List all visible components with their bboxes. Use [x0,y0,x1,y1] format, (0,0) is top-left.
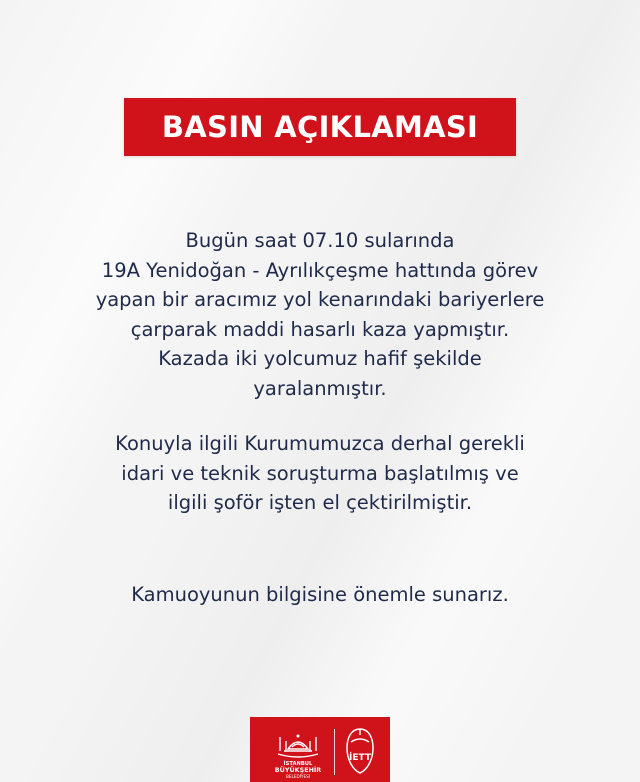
text-line: Kazada iki yolcumuz hafif şekilde [158,347,482,370]
iett-logo-icon [343,726,377,776]
text-line: Konuyla ilgili Kurumumuzca derhal gerekli [115,432,525,455]
text-line: ilgili şoför işten el çektirilmiştir. [167,491,473,514]
title-banner [124,98,516,156]
text-line: Kamuoyunun bilgisine önemle sunarız. [131,583,509,606]
iett-logo-text: İETT [349,753,371,763]
text-line: Bugün saat 07.10 sularında [185,229,455,252]
paragraph-closing [20,580,620,610]
ibb-logo-line-2: BÜYÜKŞEHİR [274,766,322,774]
page-title: BASIN AÇIKLAMASI [161,110,479,144]
footer-logos [250,717,390,782]
text-line: yaralanmıştır. [253,376,387,400]
text-line: 19A Yenidoğan - Ayrılıkçeşme hattında görev [101,258,539,282]
ibb-logo-line-1: İSTANBUL [283,761,313,767]
text-line: idari ve teknik soruşturma başlatılmış ve [121,461,519,485]
ibb-logo-icon [266,727,330,779]
paragraph-investigation [20,429,620,518]
logo-divider [334,729,335,775]
text-line: çarparak maddi hasarlı kaza yapmıştır. [130,317,510,341]
ibb-logo-line-3: BELEDİYESİ [285,774,311,779]
text-line: yapan bir aracımız yol kenarındaki bariyerlere [95,288,545,311]
paragraph-incident [20,226,620,403]
